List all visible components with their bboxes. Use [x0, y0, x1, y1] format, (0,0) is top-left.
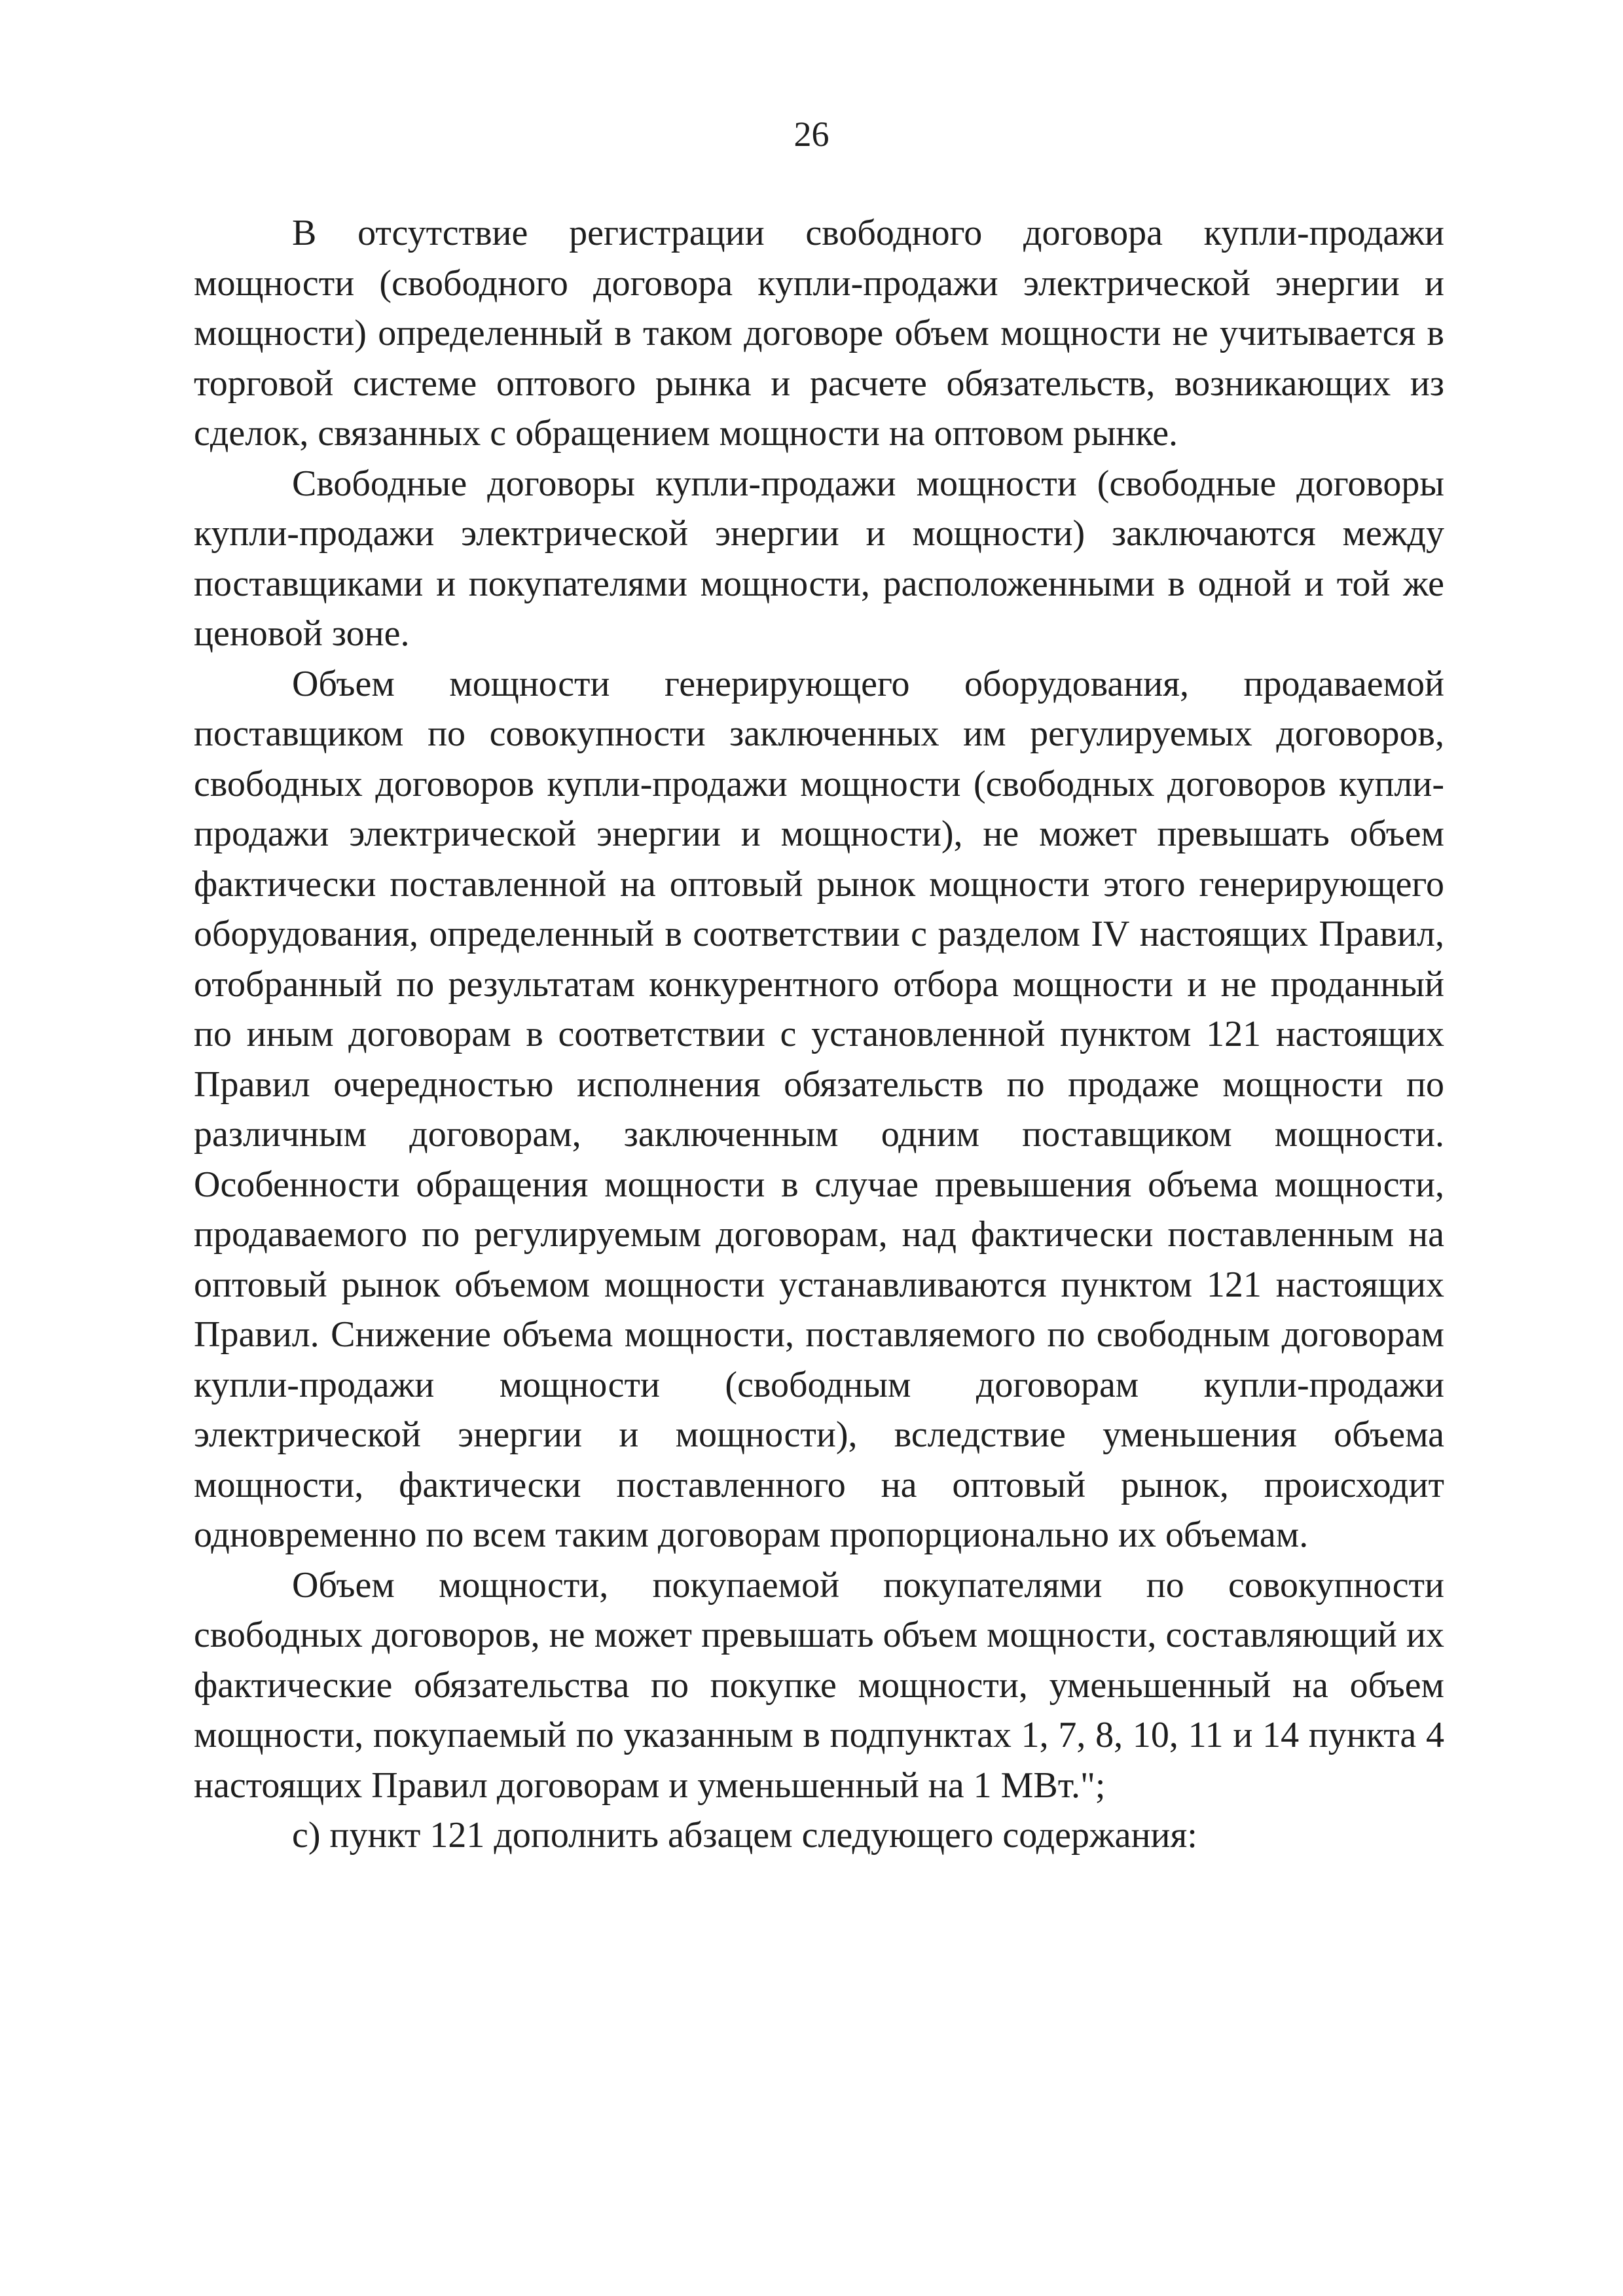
- page-number: 26: [793, 115, 830, 154]
- paragraph-amendment-item: с) пункт 121 дополнить абзацем следующего содержания:: [292, 1815, 1197, 1856]
- paragraph-registration: В отсутствие регистрации свободного договора купли-продажи мощности (свободного договора купли-продажи электрической энергии и мощности) определенный в таком договоре объем мощности не учитывается в торговой системе оптового рынка и расчете обязательств, возникающих из сделок, связанных с обращением мощности на оптовом рынке.: [194, 213, 1444, 454]
- document-body: [194, 208, 1444, 1861]
- paragraph-free-contracts: Свободные договоры купли-продажи мощности (свободные договоры купли-продажи электрической энергии и мощности) заключаются между поставщиками и покупателями мощности, расположенными в одной и той же ценовой зоне.: [194, 463, 1444, 654]
- paragraph-capacity-volume-supplier: Объем мощности генерирующего оборудования, продаваемой поставщиком по совокупности заключенных им регулируемых договоров, свободных договоров купли-продажи мощности (свободных договоров купли-продажи электрической энергии и мощности), не может превышать объем фактически поставленной на оптовый рынок мощности этого генерирующего оборудования, определенный в соответствии с разделом IV настоящих Правил, отобранный по результатам конкурентного отбора мощности и не проданный по иным договорам в соответствии с установленной пунктом 121 настоящих Правил очередностью исполнения обязательств по продаже мощности по различным договорам, заключенным одним поставщиком мощности. Особенности обращения мощности в случае превышения объема мощности, продаваемого по регулируемым договорам, над фактически поставленным на оптовый рынок объемом мощности устанавливаются пунктом 121 настоящих Правил. Снижение объема мощности, поставляемого по свободным договорам купли-продажи мощности (свободным договорам купли-продажи электрической энергии и мощности), вследствие уменьшения объема мощности, фактически поставленного на оптовый рынок, происходит одновременно по всем таким договорам пропорционально их объемам.: [194, 663, 1444, 1555]
- paragraph-capacity-volume-buyer: Объем мощности, покупаемой покупателями по совокупности свободных договоров, не может превышать объем мощности, составляющий их фактические обязательства по покупке мощности, уменьшенный на объем мощности, покупаемый по указанным в подпунктах 1, 7, 8, 10, 11 и 14 пункта 4 настоящих Правил договорам и уменьшенный на 1 МВт.";: [194, 1564, 1444, 1806]
